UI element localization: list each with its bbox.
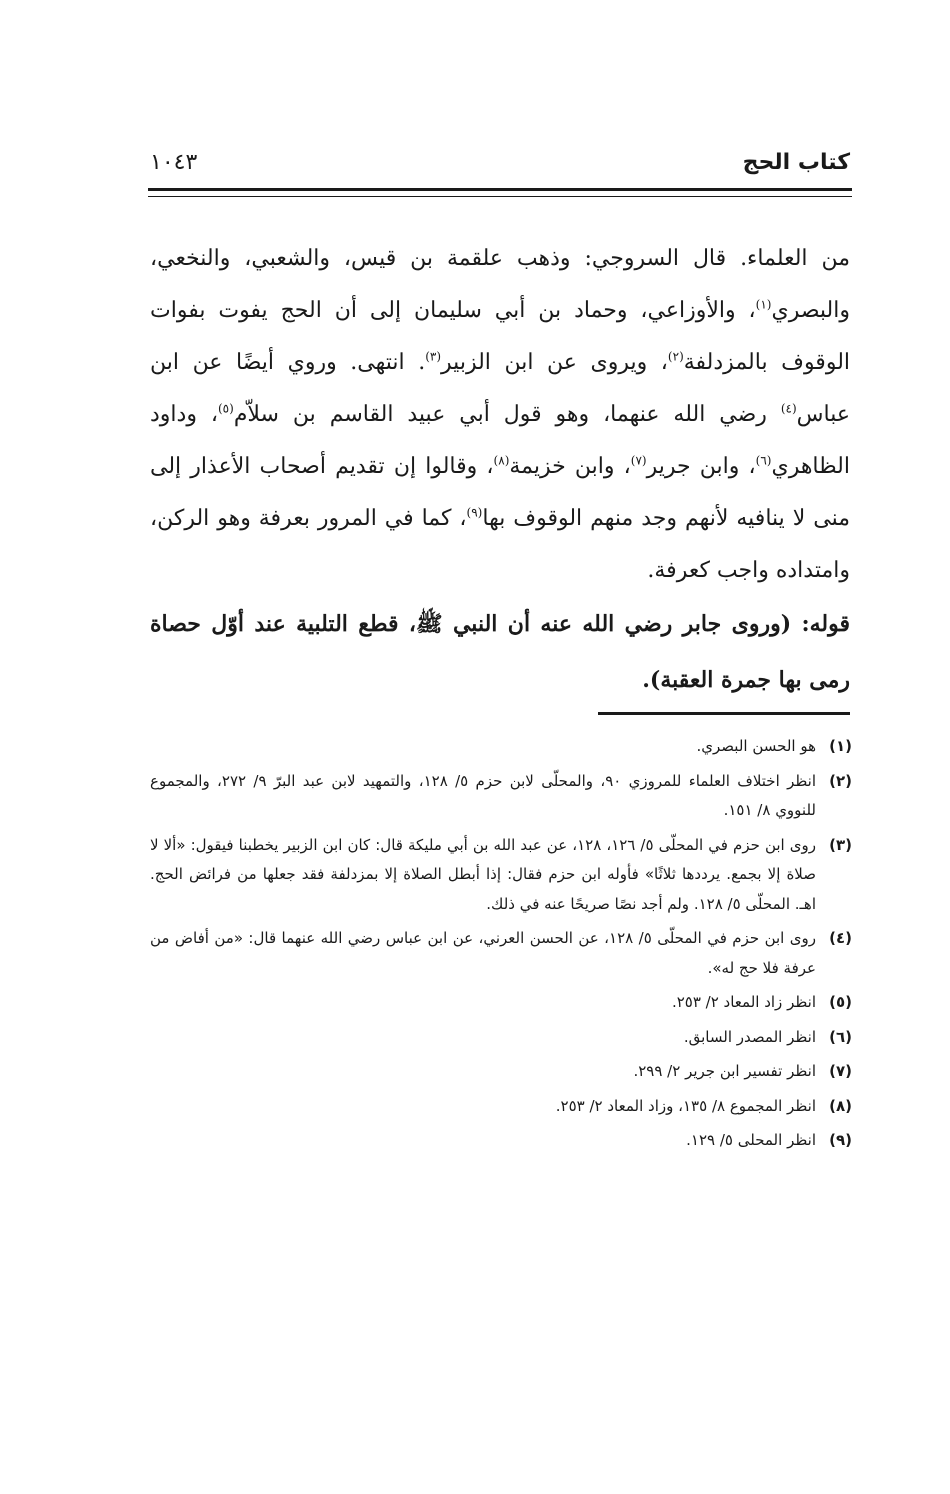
footnote-text: هو الحسن البصري. <box>696 737 816 755</box>
footnote-ref[interactable]: (٦) <box>755 453 772 468</box>
text-segment: ، والأوزاعي، وحماد بن أبي سليمان إلى أن الحج يفوت بفوات الوقوف بالمزدلفة <box>150 298 851 375</box>
main-paragraph <box>150 233 850 597</box>
text-segment: ، ويروى عن ابن الزبير <box>441 350 668 375</box>
footnote-ref[interactable]: (٣) <box>425 349 442 364</box>
footnote-item <box>150 1126 852 1156</box>
page-header <box>150 150 850 190</box>
quoted-statement-text: قوله: (وروى جابر رضي الله عنه أن النبي ﷺ، قطع التلبية عند أوّل حصاة رمى بها جمرة العقبة). <box>150 611 850 693</box>
footnote-number: (٩) <box>829 1131 852 1149</box>
footnote-text: روى ابن حزم في المحلّى ٥/ ١٢٦، ١٢٨، عن عبد الله بن أبي مليكة قال: كان ابن الزبير يخطبنا فيقول: «ألا لا صلاة إلا بجمع. يرددها ثلاثًا» فأوله ابن حزم فقال: إذا أبطل الصلاة إلا بمزدلفة فقد جعلها من فرائض الحج. اهـ. المحلّى ٥/ ١٢٨. ولم أجد نصًا صريحًا عنه في ذلك. <box>150 835 817 913</box>
text-segment: ، وداود الظاهري <box>150 402 850 479</box>
footnote-number: (٣) <box>829 835 852 854</box>
footnote-ref[interactable]: (٥) <box>217 401 234 416</box>
footnote-text: روى ابن حزم في المحلّى ٥/ ١٢٨، عن الحسن العرني، عن ابن عباس رضي الله عنهما قال: «من أفاض من عرفة فلا حج له». <box>150 929 816 977</box>
page-number: ١٠٤٣ <box>150 150 198 175</box>
footnote-item <box>150 1023 852 1053</box>
footnote-text: انظر اختلاف العلماء للمروزي ٩٠، والمحلّى لابن حزم ٥/ ١٢٨، والتمهيد لابن عبد البرّ ٩/ ٢٧٢، والمجموع للنووي ٨/ ١٥١. <box>150 771 816 819</box>
footnote-item <box>150 767 852 826</box>
footnote-number: (٥) <box>829 993 852 1011</box>
footnote-number: (٤) <box>829 929 852 947</box>
footnote-number: (٢) <box>829 771 852 790</box>
paragraph-text <box>150 233 850 597</box>
running-title: كتاب الحج <box>742 150 850 175</box>
footnote-ref[interactable]: (٤) <box>780 401 797 416</box>
footnote-ref[interactable]: (٩) <box>466 505 483 520</box>
footnote-ref[interactable]: (١) <box>755 297 772 312</box>
quoted-statement <box>150 596 850 708</box>
footnote-separator <box>598 712 850 715</box>
footnote-item <box>150 1057 852 1087</box>
footnote-ref[interactable]: (٧) <box>630 453 647 468</box>
text-segment: ، وابن خزيمة <box>509 454 631 479</box>
footnote-text: انظر المحلى ٥/ ١٢٩. <box>686 1131 816 1149</box>
footnote-text: انظر المجموع ٨/ ١٣٥، وزاد المعاد ٢/ ٢٥٣. <box>555 1096 816 1115</box>
footnote-item <box>150 732 852 762</box>
footnote-number: (٧) <box>829 1062 852 1080</box>
footnote-text: انظر تفسير ابن جرير ٢/ ٢٩٩. <box>633 1062 816 1080</box>
footnotes <box>150 732 852 1161</box>
footnote-item <box>150 924 852 983</box>
text-segment: ، وابن جرير <box>646 454 756 479</box>
text-segment: . انتهى. وروي أيضًا عن ابن عباس <box>150 350 850 427</box>
header-rule-thin <box>148 196 852 197</box>
footnote-item <box>150 988 852 1018</box>
text-segment: ، كما في المرور بعرفة وهو الركن، وامتداده واجب كعرفة. <box>150 506 850 583</box>
footnote-number: (٦) <box>829 1027 852 1046</box>
footnote-number: (١) <box>829 737 852 755</box>
header-rule-thick <box>148 188 852 191</box>
footnote-number: (٨) <box>829 1096 852 1115</box>
text-segment: رضي الله عنهما، وهو قول أبي عبيد القاسم بن سلاّم <box>233 402 781 427</box>
footnote-text: انظر المصدر السابق. <box>683 1027 816 1046</box>
footnote-item <box>150 1092 852 1122</box>
text-segment: ، وقالوا إن تقديم أصحاب الأعذار إلى منى لا ينافيه لأنهم وجد منهم الوقوف بها <box>150 454 850 531</box>
text-segment: من العلماء. قال السروجي: وذهب علقمة بن قيس، والشعبي، والنخعي، والبصري <box>150 246 850 323</box>
footnote-ref[interactable]: (٢) <box>667 349 684 364</box>
footnote-ref[interactable]: (٨) <box>493 453 510 468</box>
footnote-item <box>150 831 852 920</box>
footnote-text: انظر زاد المعاد ٢/ ٢٥٣. <box>671 993 816 1011</box>
